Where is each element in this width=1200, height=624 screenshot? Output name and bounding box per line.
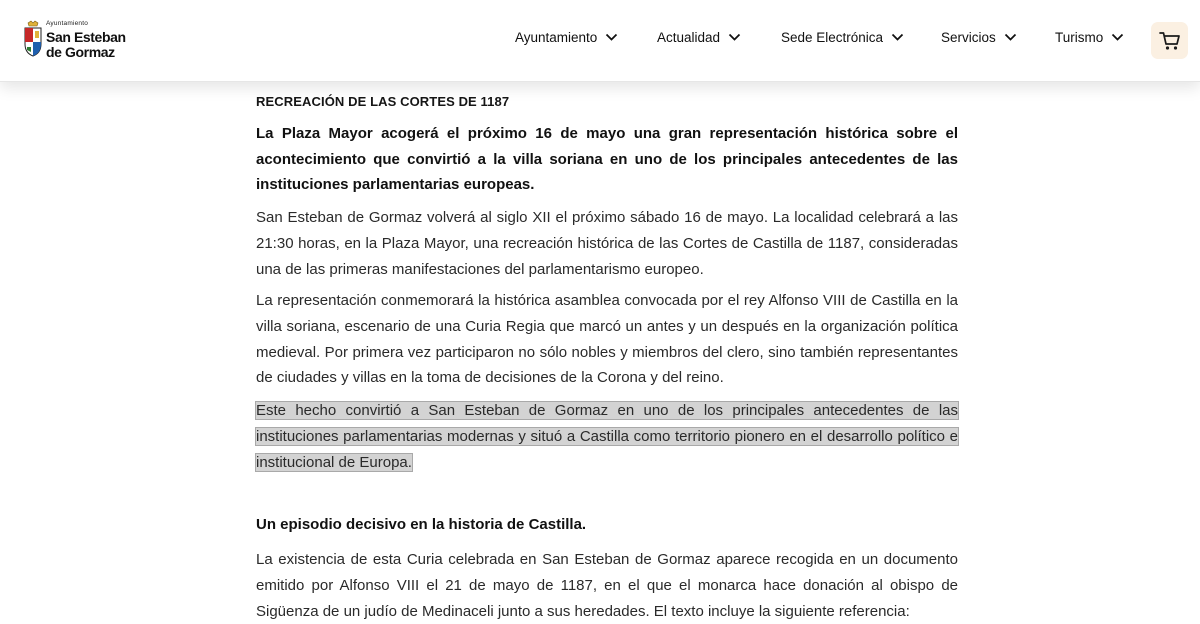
coat-of-arms-icon	[22, 20, 44, 58]
nav-item-label: Sede Electrónica	[781, 30, 884, 45]
article-lead: La Plaza Mayor acogerá el próximo 16 de mayo una gran representación histórica sobre el acontecimiento que convirtió a la villa soriana en uno de los principales antecedentes de las instituciones parlamentarias europeas.	[256, 125, 958, 194]
nav-item-ayuntamiento[interactable]	[515, 30, 618, 45]
chevron-down-icon	[1111, 33, 1124, 42]
nav-item-label: Actualidad	[657, 30, 721, 45]
nav-item-sede-electronica[interactable]	[781, 30, 904, 45]
text-selection: Este hecho convirtió a San Esteban de Gormaz en uno de los principales antecedentes de las instituciones parlamentarias modernas y situó a Castilla como territorio pionero en el desarrollo político e institucional de Europa.	[256, 402, 958, 471]
site-logo[interactable]	[22, 20, 126, 60]
nav-item-label: Ayuntamiento	[515, 30, 598, 45]
nav-item-turismo[interactable]	[1055, 30, 1124, 45]
logo-name-line1: San Esteban	[46, 28, 126, 45]
chevron-down-icon	[728, 33, 741, 42]
nav-item-label: Turismo	[1055, 30, 1104, 45]
chevron-down-icon	[1004, 33, 1017, 42]
nav-item-label: Servicios	[941, 30, 996, 45]
article-paragraph: La representación conmemorará la histórica asamblea convocada por el rey Alfonso VIII de Castilla en la villa soriana, escenario de una Curia Regia que marcó un antes y un después en la organización política medieval. Por primera vez participaron no sólo nobles y miembros del clero, sino también representantes de ciudades y villas en la toma de decisiones de la Corona y del reino.	[256, 292, 958, 387]
shopping-cart-icon	[1159, 31, 1181, 51]
article-paragraph: La existencia de esta Curia celebrada en San Esteban de Gormaz aparece recogida en un documento emitido por Alfonso VIII el 21 de mayo de 1187, en el que el monarca hace donación al obispo de Sigüenza de un judío de Medinaceli junto a sus heredades. El texto incluye la siguiente referencia:	[256, 551, 958, 620]
chevron-down-icon	[891, 33, 904, 42]
nav-item-servicios[interactable]	[941, 30, 1017, 45]
article-paragraph-highlighted[interactable]	[256, 398, 958, 475]
article-kicker: RECREACIÓN DE LAS CORTES DE 1187	[256, 94, 510, 109]
nav-item-actualidad[interactable]	[657, 30, 741, 45]
logo-name-line2: de Gormaz	[46, 43, 115, 60]
chevron-down-icon	[605, 33, 618, 42]
site-header	[0, 0, 1200, 82]
article-paragraph: San Esteban de Gormaz volverá al siglo XII el próximo sábado 16 de mayo. La localidad celebrará a las 21:30 horas, en la Plaza Mayor, una recreación histórica de las Cortes de Castilla de 1187, consideradas una de las primeras manifestaciones del parlamentarismo europeo.	[256, 209, 958, 278]
logo-tagline: Ayuntamiento	[46, 20, 89, 27]
article-subheading: Un episodio decisivo en la historia de Castilla.	[256, 516, 587, 533]
cart-button[interactable]	[1151, 22, 1188, 59]
